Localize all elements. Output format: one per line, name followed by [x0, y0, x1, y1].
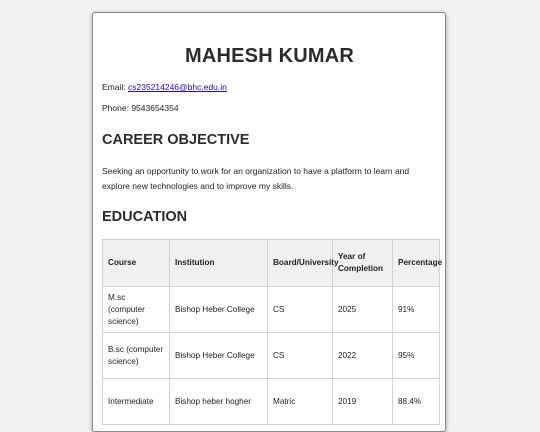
education-heading: EDUCATION — [102, 209, 188, 225]
cell-year: 2025 — [333, 287, 393, 333]
cell-institution: Bishop heber hogher — [170, 379, 268, 425]
education-table — [102, 239, 443, 425]
cell-course: Intermediate — [103, 379, 170, 425]
table-row — [103, 379, 440, 425]
cell-year: 2022 — [333, 333, 393, 379]
cell-institution: Bishop Heber College — [170, 333, 268, 379]
education-header-row — [103, 240, 440, 287]
cell-course: M.sc (computer science) — [103, 287, 170, 333]
cell-percentage: 95% — [393, 333, 440, 379]
header-board: Board/University — [268, 240, 333, 287]
cell-percentage: 91% — [393, 287, 440, 333]
cell-board: CS — [268, 333, 333, 379]
cell-institution: Bishop Heber College — [170, 287, 268, 333]
resume-name: MAHESH KUMAR — [184, 45, 355, 67]
cell-board: CS — [268, 287, 333, 333]
cell-percentage: 88.4% — [393, 379, 440, 425]
header-institution: Institution — [170, 240, 268, 287]
table-row — [103, 333, 440, 379]
career-objective-heading: CAREER OBJECTIVE — [102, 132, 250, 148]
table-row — [103, 287, 440, 333]
header-course: Course — [103, 240, 170, 287]
header-percentage: Percentage — [393, 240, 440, 287]
phone-number: 9543654354 — [131, 103, 179, 113]
phone-line — [102, 102, 437, 114]
email-label: Email: — [102, 82, 128, 92]
email-link[interactable]: cs235214246@bhc.edu.in — [127, 82, 227, 92]
cell-course: B.sc (computer science) — [103, 333, 170, 379]
career-objective-text: Seeking an opportunity to work for an organization to have a platform to learn and explore new technologies and to improve my skills. — [102, 166, 410, 191]
phone-label: Phone: — [102, 103, 132, 113]
cell-year: 2019 — [333, 379, 393, 425]
resume-page — [92, 12, 446, 432]
header-year: Year of Completion — [333, 240, 393, 287]
email-line — [102, 81, 437, 93]
cell-board: Matric — [268, 379, 333, 425]
